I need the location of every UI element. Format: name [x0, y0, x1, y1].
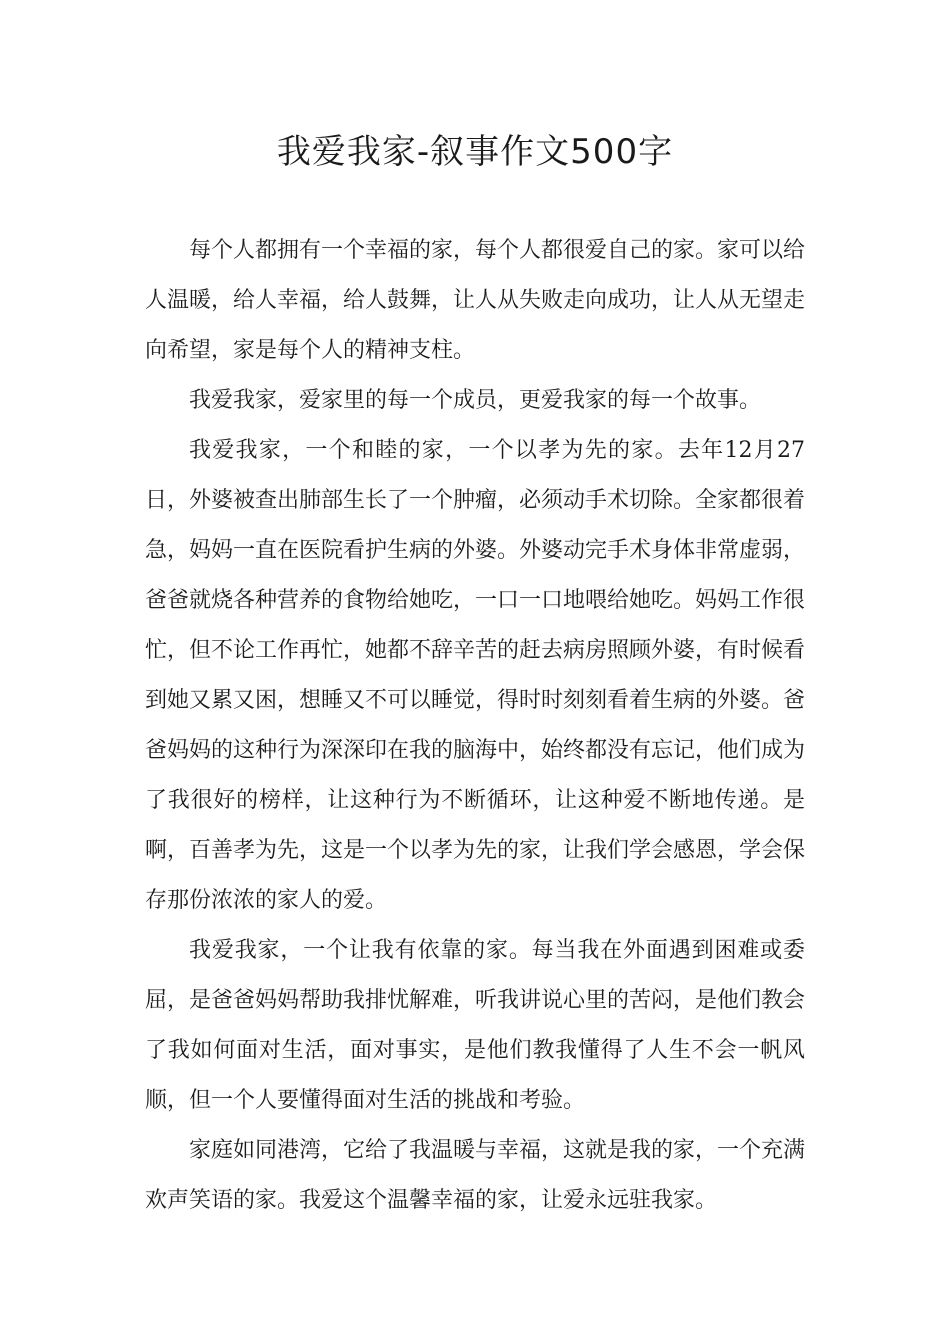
paragraph-2: 我爱我家，爱家里的每一个成员，更爱我家的每一个故事。: [189, 388, 762, 413]
paragraph-1: 每个人都拥有一个幸福的家，每个人都很爱自己的家。家可以给人温暖，给人幸福，给人鼓舞，让人从失败走向成功，让人从无望走向希望，家是每个人的精神支柱。: [145, 238, 806, 363]
paragraph-5: 家庭如同港湾，它给了我温暖与幸福，这就是我的家，一个充满欢声笑语的家。我爱这个温馨幸福的家，让爱永远驻我家。: [145, 1138, 806, 1213]
document-body: [145, 226, 805, 1226]
paragraph-4: 我爱我家，一个让我有依靠的家。每当我在外面遇到困难或委屈，是爸爸妈妈帮助我排忧解难，听我讲说心里的苦闷，是他们教会了我如何面对生活，面对事实，是他们教我懂得了人生不会一帆风顺，但一个人要懂得面对生活的挑战和考验。: [145, 938, 806, 1113]
paragraph-3: 我爱我家，一个和睦的家，一个以孝为先的家。去年12月27日，外婆被查出肺部生长了一个肿瘤，必须动手术切除。全家都很着急，妈妈一直在医院看护生病的外婆。外婆动完手术身体非常虚弱，爸爸就烧各种营养的食物给她吃，一口一口地喂给她吃。妈妈工作很忙，但不论工作再忙，她都不辞辛苦的赶去病房照顾外婆，有时候看到她又累又困，想睡又不可以睡觉，得时时刻刻看着生病的外婆。爸爸妈妈的这种行为深深印在我的脑海中，始终都没有忘记，他们成为了我很好的榜样，让这种行为不断循环，让这种爱不断地传递。是啊，百善孝为先，这是一个以孝为先的家，让我们学会感恩，学会保存那份浓浓的家人的爱。: [145, 438, 806, 913]
document-title: 我爱我家-叙事作文500字: [276, 132, 674, 172]
